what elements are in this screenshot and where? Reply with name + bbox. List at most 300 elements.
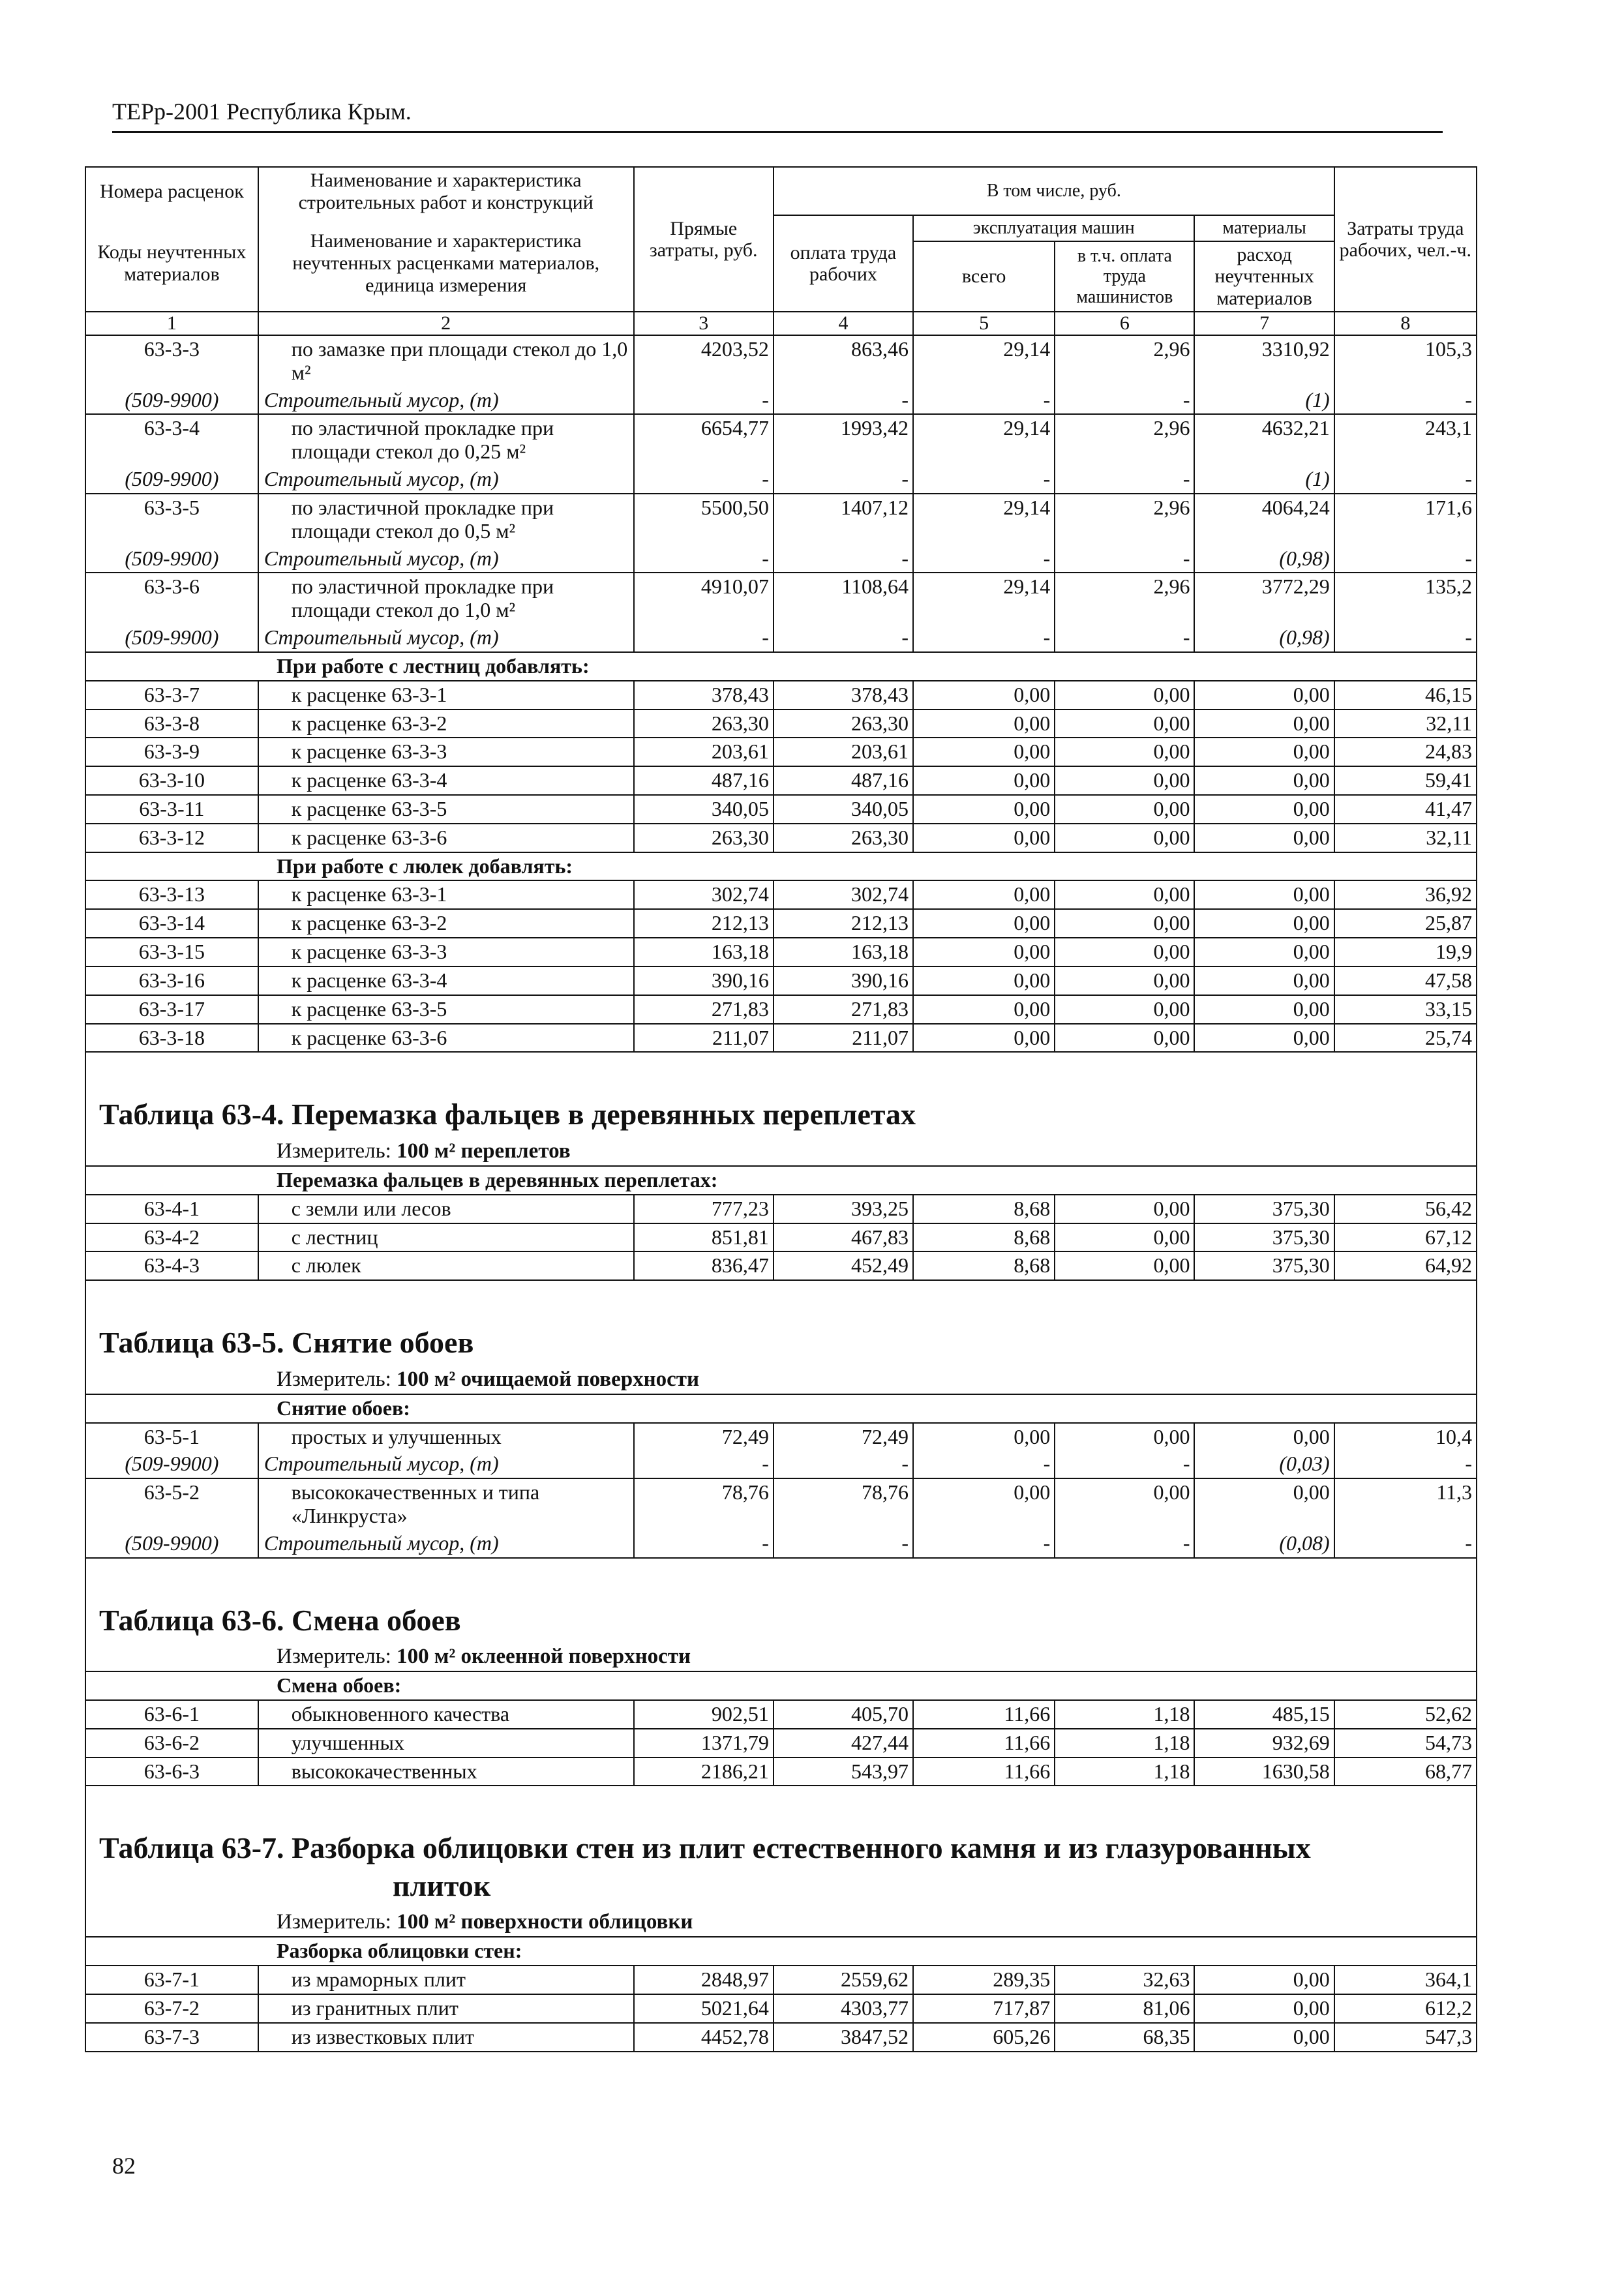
materials-value: 932,69: [1194, 1729, 1334, 1758]
section-heading: [85, 652, 1477, 681]
header-rate-numbers: Номера расценок: [85, 167, 258, 215]
worker-wages: -: [774, 387, 913, 415]
rate-name: к расценке 63-3-6: [258, 1024, 634, 1053]
header-material-codes: Коды неучтенных материалов: [85, 215, 258, 312]
table-gap: [85, 1786, 1477, 1829]
rate-name: простых и улучшенных: [258, 1423, 634, 1451]
rate-code: 63-3-7: [85, 681, 258, 710]
worker-wages: 340,05: [774, 795, 913, 824]
direct-costs: 211,07: [634, 1024, 774, 1053]
worker-wages: 302,74: [774, 880, 913, 909]
material-code: (509-9900): [85, 545, 258, 573]
header-rule: [112, 131, 1443, 133]
table-title: [85, 1096, 1477, 1137]
worker-wages: 203,61: [774, 738, 913, 766]
operator-wages: 2,96: [1055, 335, 1194, 387]
table-row: [85, 414, 1477, 466]
material-code: (509-9900): [85, 624, 258, 652]
machines-total: 29,14: [913, 335, 1055, 387]
machines-total: -: [913, 1530, 1055, 1558]
rate-code: 63-3-6: [85, 573, 258, 624]
direct-costs: 836,47: [634, 1251, 774, 1280]
header-direct-costs: Прямые затраты, руб.: [634, 167, 774, 312]
machines-total: 0,00: [913, 995, 1055, 1024]
direct-costs: 487,16: [634, 766, 774, 795]
rate-code: 63-3-13: [85, 880, 258, 909]
worker-wages: 163,18: [774, 938, 913, 966]
materials-value: 0,00: [1194, 795, 1334, 824]
table-gap: [85, 1052, 1477, 1096]
direct-costs: 203,61: [634, 738, 774, 766]
labor-hours: 364,1: [1334, 1966, 1477, 1994]
worker-wages: 427,44: [774, 1729, 913, 1758]
gap-cell: [85, 1558, 1477, 1602]
direct-costs: 2186,21: [634, 1758, 774, 1786]
table-title-text: Таблица 63-4. Перемазка фальцев в деревянных переплетах: [99, 1098, 916, 1131]
operator-wages: 0,00: [1055, 880, 1194, 909]
rate-name: по эластичной прокладке при площади стекол до 0,25 м²: [258, 414, 634, 466]
material-code: (509-9900): [85, 466, 258, 494]
direct-costs: 4910,07: [634, 573, 774, 624]
materials-value: 3772,29: [1194, 573, 1334, 624]
worker-wages: 467,83: [774, 1223, 913, 1252]
rate-name: с лестниц: [258, 1223, 634, 1252]
material-name: Строительный мусор, (т): [258, 1450, 634, 1478]
materials-value: 0,00: [1194, 710, 1334, 738]
direct-costs: 302,74: [634, 880, 774, 909]
direct-costs: 902,51: [634, 1700, 774, 1729]
operator-wages: -: [1055, 624, 1194, 652]
page-number: 82: [112, 2153, 136, 2179]
worker-wages: -: [774, 466, 913, 494]
materials-value: 0,00: [1194, 766, 1334, 795]
operator-wages: 0,00: [1055, 710, 1194, 738]
table-row: [85, 995, 1477, 1024]
table-title-row: [85, 1602, 1477, 1643]
operator-wages: -: [1055, 466, 1194, 494]
machines-total: 0,00: [913, 966, 1055, 995]
materials-value: 4064,24: [1194, 494, 1334, 545]
rate-name: к расценке 63-3-5: [258, 795, 634, 824]
worker-wages: 390,16: [774, 966, 913, 995]
worker-wages: -: [774, 1530, 913, 1558]
table-row: [85, 1700, 1477, 1729]
operator-wages: 0,00: [1055, 966, 1194, 995]
materials-value: (1): [1194, 466, 1334, 494]
section-label: Разборка облицовки стен:: [85, 1937, 1477, 1966]
table-title-row: [85, 1324, 1477, 1366]
rate-code: 63-3-17: [85, 995, 258, 1024]
rate-name: к расценке 63-3-4: [258, 966, 634, 995]
machines-total: 717,87: [913, 1994, 1055, 2023]
rate-name: к расценке 63-3-3: [258, 938, 634, 966]
rate-code: 63-4-1: [85, 1195, 258, 1223]
rate-code: 63-3-10: [85, 766, 258, 795]
labor-hours: 52,62: [1334, 1700, 1477, 1729]
header-machines: эксплуатация машин: [913, 215, 1194, 241]
section-label: Снятие обоев:: [85, 1394, 1477, 1423]
measure-value: 100 м² переплетов: [397, 1139, 571, 1163]
direct-costs: 378,43: [634, 681, 774, 710]
worker-wages: 4303,77: [774, 1994, 913, 2023]
direct-costs: 2848,97: [634, 1966, 774, 1994]
table-title: [85, 1324, 1477, 1366]
operator-wages: 2,96: [1055, 573, 1194, 624]
worker-wages: 78,76: [774, 1478, 913, 1530]
measure-unit: [85, 1137, 1477, 1166]
worker-wages: 1108,64: [774, 573, 913, 624]
header-operator-wages: в т.ч. оплата труда машинистов: [1055, 241, 1194, 312]
materials-value: 375,30: [1194, 1195, 1334, 1223]
table-title-row: [85, 1829, 1477, 1908]
worker-wages: 543,97: [774, 1758, 913, 1786]
worker-wages: 452,49: [774, 1251, 913, 1280]
column-number: 4: [774, 312, 913, 335]
direct-costs: 340,05: [634, 795, 774, 824]
rate-code: 63-3-3: [85, 335, 258, 387]
machines-total: 11,66: [913, 1700, 1055, 1729]
table-title-row: [85, 1096, 1477, 1137]
rate-name: из гранитных плит: [258, 1994, 634, 2023]
operator-wages: 0,00: [1055, 738, 1194, 766]
section-heading: [85, 1166, 1477, 1195]
labor-hours: 25,74: [1334, 1024, 1477, 1053]
materials-value: 0,00: [1194, 1478, 1334, 1530]
material-name: Строительный мусор, (т): [258, 387, 634, 415]
direct-costs: 5500,50: [634, 494, 774, 545]
operator-wages: 0,00: [1055, 795, 1194, 824]
materials-value: 0,00: [1194, 1966, 1334, 1994]
material-row: [85, 545, 1477, 573]
labor-hours: -: [1334, 1450, 1477, 1478]
materials-value: 0,00: [1194, 880, 1334, 909]
rates-table: [85, 166, 1477, 2052]
materials-value: 1630,58: [1194, 1758, 1334, 1786]
operator-wages: 0,00: [1055, 1251, 1194, 1280]
column-number: 6: [1055, 312, 1194, 335]
machines-total: 0,00: [913, 1478, 1055, 1530]
table-title: [85, 1602, 1477, 1643]
materials-value: (0,98): [1194, 624, 1334, 652]
labor-hours: 547,3: [1334, 2023, 1477, 2052]
table-row: [85, 710, 1477, 738]
table-row: [85, 1024, 1477, 1053]
header-including: В том числе, руб.: [774, 167, 1334, 215]
labor-hours: -: [1334, 624, 1477, 652]
table-row: [85, 938, 1477, 966]
measure-row: [85, 1137, 1477, 1166]
table-row: [85, 1423, 1477, 1451]
direct-costs: 777,23: [634, 1195, 774, 1223]
worker-wages: 1993,42: [774, 414, 913, 466]
rate-code: 63-3-9: [85, 738, 258, 766]
rate-code: 63-7-3: [85, 2023, 258, 2052]
machines-total: 0,00: [913, 681, 1055, 710]
materials-value: 3310,92: [1194, 335, 1334, 387]
labor-hours: 54,73: [1334, 1729, 1477, 1758]
machines-total: 0,00: [913, 938, 1055, 966]
worker-wages: 211,07: [774, 1024, 913, 1053]
header-material-names: Наименование и характеристика неучтенных расценками материалов, единица измерения: [258, 215, 634, 312]
materials-value: (0,03): [1194, 1450, 1334, 1478]
direct-costs: 163,18: [634, 938, 774, 966]
direct-costs: 212,13: [634, 909, 774, 938]
operator-wages: 2,96: [1055, 494, 1194, 545]
operator-wages: 0,00: [1055, 824, 1194, 852]
materials-value: 0,00: [1194, 938, 1334, 966]
material-code: (509-9900): [85, 1450, 258, 1478]
operator-wages: -: [1055, 545, 1194, 573]
table-row: [85, 2023, 1477, 2052]
operator-wages: 0,00: [1055, 681, 1194, 710]
rate-code: 63-3-14: [85, 909, 258, 938]
materials-value: 0,00: [1194, 738, 1334, 766]
materials-value: (1): [1194, 387, 1334, 415]
machines-total: 11,66: [913, 1729, 1055, 1758]
machines-total: 289,35: [913, 1966, 1055, 1994]
labor-hours: 243,1: [1334, 414, 1477, 466]
table-row: [85, 966, 1477, 995]
table-row: [85, 1966, 1477, 1994]
machines-total: 0,00: [913, 766, 1055, 795]
worker-wages: -: [774, 1450, 913, 1478]
labor-hours: 11,3: [1334, 1478, 1477, 1530]
worker-wages: 405,70: [774, 1700, 913, 1729]
machines-total: 29,14: [913, 414, 1055, 466]
gap-cell: [85, 1786, 1477, 1829]
worker-wages: 1407,12: [774, 494, 913, 545]
rate-code: 63-3-12: [85, 824, 258, 852]
rate-code: 63-3-4: [85, 414, 258, 466]
labor-hours: 32,11: [1334, 824, 1477, 852]
table-row: [85, 1478, 1477, 1530]
materials-value: 375,30: [1194, 1251, 1334, 1280]
rate-code: 63-5-1: [85, 1423, 258, 1451]
table-row: [85, 1758, 1477, 1786]
direct-costs: 263,30: [634, 710, 774, 738]
table-row: [85, 335, 1477, 387]
materials-value: 0,00: [1194, 966, 1334, 995]
direct-costs: 851,81: [634, 1223, 774, 1252]
rate-name: к расценке 63-3-2: [258, 909, 634, 938]
operator-wages: -: [1055, 387, 1194, 415]
direct-costs: -: [634, 387, 774, 415]
worker-wages: 271,83: [774, 995, 913, 1024]
direct-costs: -: [634, 545, 774, 573]
operator-wages: 0,00: [1055, 995, 1194, 1024]
direct-costs: 5021,64: [634, 1994, 774, 2023]
machines-total: -: [913, 387, 1055, 415]
rate-name: к расценке 63-3-1: [258, 880, 634, 909]
table-row: [85, 766, 1477, 795]
material-row: [85, 624, 1477, 652]
measure-label: Измеритель:: [277, 1910, 391, 1934]
materials-value: 4632,21: [1194, 414, 1334, 466]
operator-wages: 0,00: [1055, 1024, 1194, 1053]
machines-total: -: [913, 1450, 1055, 1478]
materials-value: 0,00: [1194, 1024, 1334, 1053]
operator-wages: -: [1055, 1450, 1194, 1478]
header-work-name: Наименование и характеристика строительных работ и конструкций: [258, 167, 634, 215]
operator-wages: 1,18: [1055, 1700, 1194, 1729]
labor-hours: 59,41: [1334, 766, 1477, 795]
materials-value: 485,15: [1194, 1700, 1334, 1729]
labor-hours: 47,58: [1334, 966, 1477, 995]
worker-wages: 72,49: [774, 1423, 913, 1451]
rate-code: 63-5-2: [85, 1478, 258, 1530]
header-machines-total: всего: [913, 241, 1055, 312]
operator-wages: 2,96: [1055, 414, 1194, 466]
operator-wages: 0,00: [1055, 766, 1194, 795]
table-title-text: Таблица 63-6. Смена обоев: [99, 1603, 461, 1637]
materials-value: 0,00: [1194, 1423, 1334, 1451]
material-row: [85, 387, 1477, 415]
labor-hours: -: [1334, 545, 1477, 573]
machines-total: 605,26: [913, 2023, 1055, 2052]
table-row: [85, 738, 1477, 766]
machines-total: 0,00: [913, 909, 1055, 938]
rate-code: 63-3-5: [85, 494, 258, 545]
direct-costs: -: [634, 1530, 774, 1558]
rate-name: к расценке 63-3-5: [258, 995, 634, 1024]
labor-hours: 171,6: [1334, 494, 1477, 545]
section-label: Смена обоев:: [85, 1671, 1477, 1700]
machines-total: 0,00: [913, 738, 1055, 766]
rate-code: 63-7-1: [85, 1966, 258, 1994]
rate-code: 63-4-3: [85, 1251, 258, 1280]
table-row: [85, 880, 1477, 909]
operator-wages: 1,18: [1055, 1729, 1194, 1758]
table-row: [85, 1729, 1477, 1758]
labor-hours: -: [1334, 1530, 1477, 1558]
material-row: [85, 1450, 1477, 1478]
operator-wages: 0,00: [1055, 909, 1194, 938]
rate-name: высококачественных и типа «Линкруста»: [258, 1478, 634, 1530]
table-row: [85, 681, 1477, 710]
table-gap: [85, 1280, 1477, 1324]
rate-name: из известковых плит: [258, 2023, 634, 2052]
machines-total: -: [913, 624, 1055, 652]
materials-value: (0,98): [1194, 545, 1334, 573]
rate-name: с земли или лесов: [258, 1195, 634, 1223]
material-code: (509-9900): [85, 1530, 258, 1558]
rate-name: из мраморных плит: [258, 1966, 634, 1994]
measure-label: Измеритель:: [277, 1645, 391, 1669]
worker-wages: 487,16: [774, 766, 913, 795]
header-materials: материалы: [1194, 215, 1334, 241]
direct-costs: 4452,78: [634, 2023, 774, 2052]
labor-hours: -: [1334, 466, 1477, 494]
running-header: ТЕРр-2001 Республика Крым.: [112, 98, 412, 125]
machines-total: 8,68: [913, 1251, 1055, 1280]
material-name: Строительный мусор, (т): [258, 545, 634, 573]
operator-wages: 0,00: [1055, 1195, 1194, 1223]
rate-code: 63-3-8: [85, 710, 258, 738]
section-heading: [85, 1394, 1477, 1423]
materials-value: 0,00: [1194, 2023, 1334, 2052]
operator-wages: 68,35: [1055, 2023, 1194, 2052]
rate-name: с люлек: [258, 1251, 634, 1280]
materials-value: 0,00: [1194, 909, 1334, 938]
material-name: Строительный мусор, (т): [258, 624, 634, 652]
header-labor-hours: Затраты труда рабочих, чел.-ч.: [1334, 167, 1477, 312]
direct-costs: 263,30: [634, 824, 774, 852]
direct-costs: 1371,79: [634, 1729, 774, 1758]
measure-label: Измеритель:: [277, 1139, 391, 1163]
labor-hours: 612,2: [1334, 1994, 1477, 2023]
materials-value: 0,00: [1194, 824, 1334, 852]
section-heading: [85, 1671, 1477, 1700]
operator-wages: 0,00: [1055, 1423, 1194, 1451]
machines-total: -: [913, 466, 1055, 494]
section-label: При работе с люлек добавлять:: [85, 852, 1477, 881]
labor-hours: 105,3: [1334, 335, 1477, 387]
table-row: [85, 1994, 1477, 2023]
operator-wages: 32,63: [1055, 1966, 1194, 1994]
rate-name: по эластичной прокладке при площади стекол до 0,5 м²: [258, 494, 634, 545]
rate-code: 63-6-1: [85, 1700, 258, 1729]
measure-unit: [85, 1908, 1477, 1937]
labor-hours: -: [1334, 387, 1477, 415]
worker-wages: 263,30: [774, 710, 913, 738]
measure-unit: [85, 1643, 1477, 1671]
operator-wages: 0,00: [1055, 1223, 1194, 1252]
rate-name: к расценке 63-3-6: [258, 824, 634, 852]
rate-code: 63-6-2: [85, 1729, 258, 1758]
materials-value: 0,00: [1194, 995, 1334, 1024]
direct-costs: 78,76: [634, 1478, 774, 1530]
table-row: [85, 824, 1477, 852]
worker-wages: 263,30: [774, 824, 913, 852]
materials-value: (0,08): [1194, 1530, 1334, 1558]
rate-code: 63-3-18: [85, 1024, 258, 1053]
operator-wages: 81,06: [1055, 1994, 1194, 2023]
measure-value: 100 м² оклеенной поверхности: [397, 1645, 691, 1669]
machines-total: -: [913, 545, 1055, 573]
column-number: 8: [1334, 312, 1477, 335]
table-row: [85, 1251, 1477, 1280]
column-number: 2: [258, 312, 634, 335]
rate-code: 63-3-11: [85, 795, 258, 824]
table-row: [85, 1223, 1477, 1252]
table-title-text: Таблица 63-5. Снятие обоев: [99, 1326, 474, 1360]
rate-name: к расценке 63-3-2: [258, 710, 634, 738]
rate-name: обыкновенного качества: [258, 1700, 634, 1729]
worker-wages: 393,25: [774, 1195, 913, 1223]
worker-wages: 212,13: [774, 909, 913, 938]
materials-value: 0,00: [1194, 1994, 1334, 2023]
worker-wages: 3847,52: [774, 2023, 913, 2052]
gap-cell: [85, 1052, 1477, 1096]
section-heading: [85, 852, 1477, 881]
labor-hours: 36,92: [1334, 880, 1477, 909]
labor-hours: 10,4: [1334, 1423, 1477, 1451]
section-label: При работе с лестниц добавлять:: [85, 652, 1477, 681]
column-number: 5: [913, 312, 1055, 335]
rate-name: высококачественных: [258, 1758, 634, 1786]
operator-wages: 0,00: [1055, 1478, 1194, 1530]
rate-code: 63-4-2: [85, 1223, 258, 1252]
machines-total: 0,00: [913, 880, 1055, 909]
table-row: [85, 573, 1477, 624]
machines-total: 29,14: [913, 573, 1055, 624]
labor-hours: 56,42: [1334, 1195, 1477, 1223]
material-name: Строительный мусор, (т): [258, 466, 634, 494]
labor-hours: 41,47: [1334, 795, 1477, 824]
direct-costs: -: [634, 466, 774, 494]
table-title-text: Таблица 63-7. Разборка облицовки стен из плит естественного камня и из глазурованных: [99, 1831, 1311, 1865]
rate-code: 63-3-15: [85, 938, 258, 966]
